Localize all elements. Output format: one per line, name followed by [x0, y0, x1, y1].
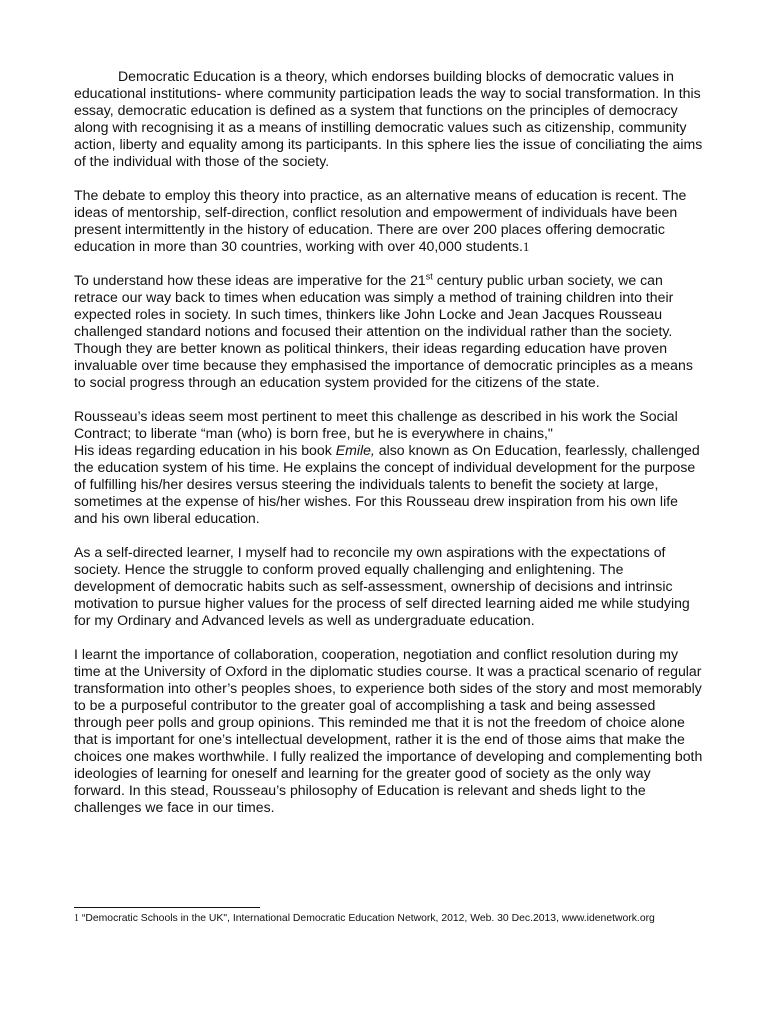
footnote-reference: 1	[522, 239, 530, 254]
paragraph-rousseau-quote: Rousseau’s ideas seem most pertinent to meet this challenge as described in his work the Social Contract; to liberate “man (who) is born free, but he is everywhere in chains,"	[74, 408, 678, 441]
paragraph-history-text-start: To understand how these ideas are imperative for the 21	[74, 272, 426, 288]
paragraph-history-text-rest: century public urban society, we can retrace our way back to times when education was simply a method of training children into their expected roles in society. In such times, thinkers like John Locke and Jean Jacques Rousseau challenged standard notions and focused their attention on the individual rather than the society. Though they are better known as political thinkers, their ideas regarding education have proven invaluable over time because they emphasised the importance of democratic principles as a means to social progress through an education system provided for the citizens of the state.	[74, 272, 693, 390]
paragraph-rousseau	[74, 408, 704, 527]
book-title-emile: Emile,	[335, 442, 375, 458]
paragraph-introduction: Democratic Education is a theory, which endorses building blocks of democratic values in educational institutions- where community participation leads the way to social transformation. In this essay, democratic education is defined as a system that functions on the principles of democracy along with recognising it as a means of instilling democratic values such as citizenship, community action, liberty and equality among its participants. In this sphere lies the issue of conciliating the aims of the individual with those of the society.	[74, 68, 703, 169]
paragraph-debate-text: The debate to employ this theory into practice, as an alternative means of education is recent. The ideas of mentorship, self-direction, conflict resolution and empowerment of individuals have been present intermittently in the history of education. There are over 200 places offering democratic education in more than 30 countries, working with over 40,000 students.	[74, 187, 687, 254]
footnote-text: “Democratic Schools in the UK", International Democratic Education Network, 2012, Web. 30 Dec.2013, www.idenetwork.org	[79, 913, 655, 924]
footnote-divider	[74, 907, 260, 908]
paragraph-self-directed: As a self-directed learner, I myself had to reconcile my own aspirations with the expectations of society. Hence the struggle to conform proved equally challenging and enlightening. The development of democratic habits such as self-assessment, ownership of decisions and intrinsic motivation to pursue higher values for the process of self directed learning aided me while studying for my Ordinary and Advanced levels as well as undergraduate education.	[74, 544, 690, 628]
paragraph-debate	[74, 187, 704, 255]
paragraph-oxford: I learnt the importance of collaboration, cooperation, negotiation and conflict resolution during my time at the University of Oxford in the diplomatic studies course. It was a practical scenario of regular transformation into other’s peoples shoes, to experience both sides of the story and most memorably to be a purposeful contributor to the greater goal of accomplishing a task and being assessed through peer polls and group opinions. This reminded me that it is not the freedom of choice alone that is important for one’s intellectual development, rather it is the end of those aims that make the choices one makes worthwhile. I fully realized the importance of developing and complementing both ideologies of learning for oneself and learning for the greater good of society as the only way forward. In this stead, Rousseau’s philosophy of Education is relevant and sheds light to the challenges we face in our times.	[74, 646, 703, 815]
footnote-mark: 1	[74, 913, 79, 924]
ordinal-superscript: st	[425, 271, 433, 282]
paragraph-rousseau-text-start: His ideas regarding education in his book	[74, 442, 336, 458]
paragraph-history	[74, 272, 704, 391]
essay-body	[74, 68, 704, 833]
paragraph-rousseau-text-rest: also known as On Education, fearlessly, challenged the education system of his time. He explains the concept of individual development for the purpose of fulfilling his/her desires versus steering the individuals talents to benefit the society at large, sometimes at the expense of his/her wishes. For this Rousseau drew inspiration from his own life and his own liberal education.	[74, 442, 700, 526]
footnote	[74, 912, 714, 925]
